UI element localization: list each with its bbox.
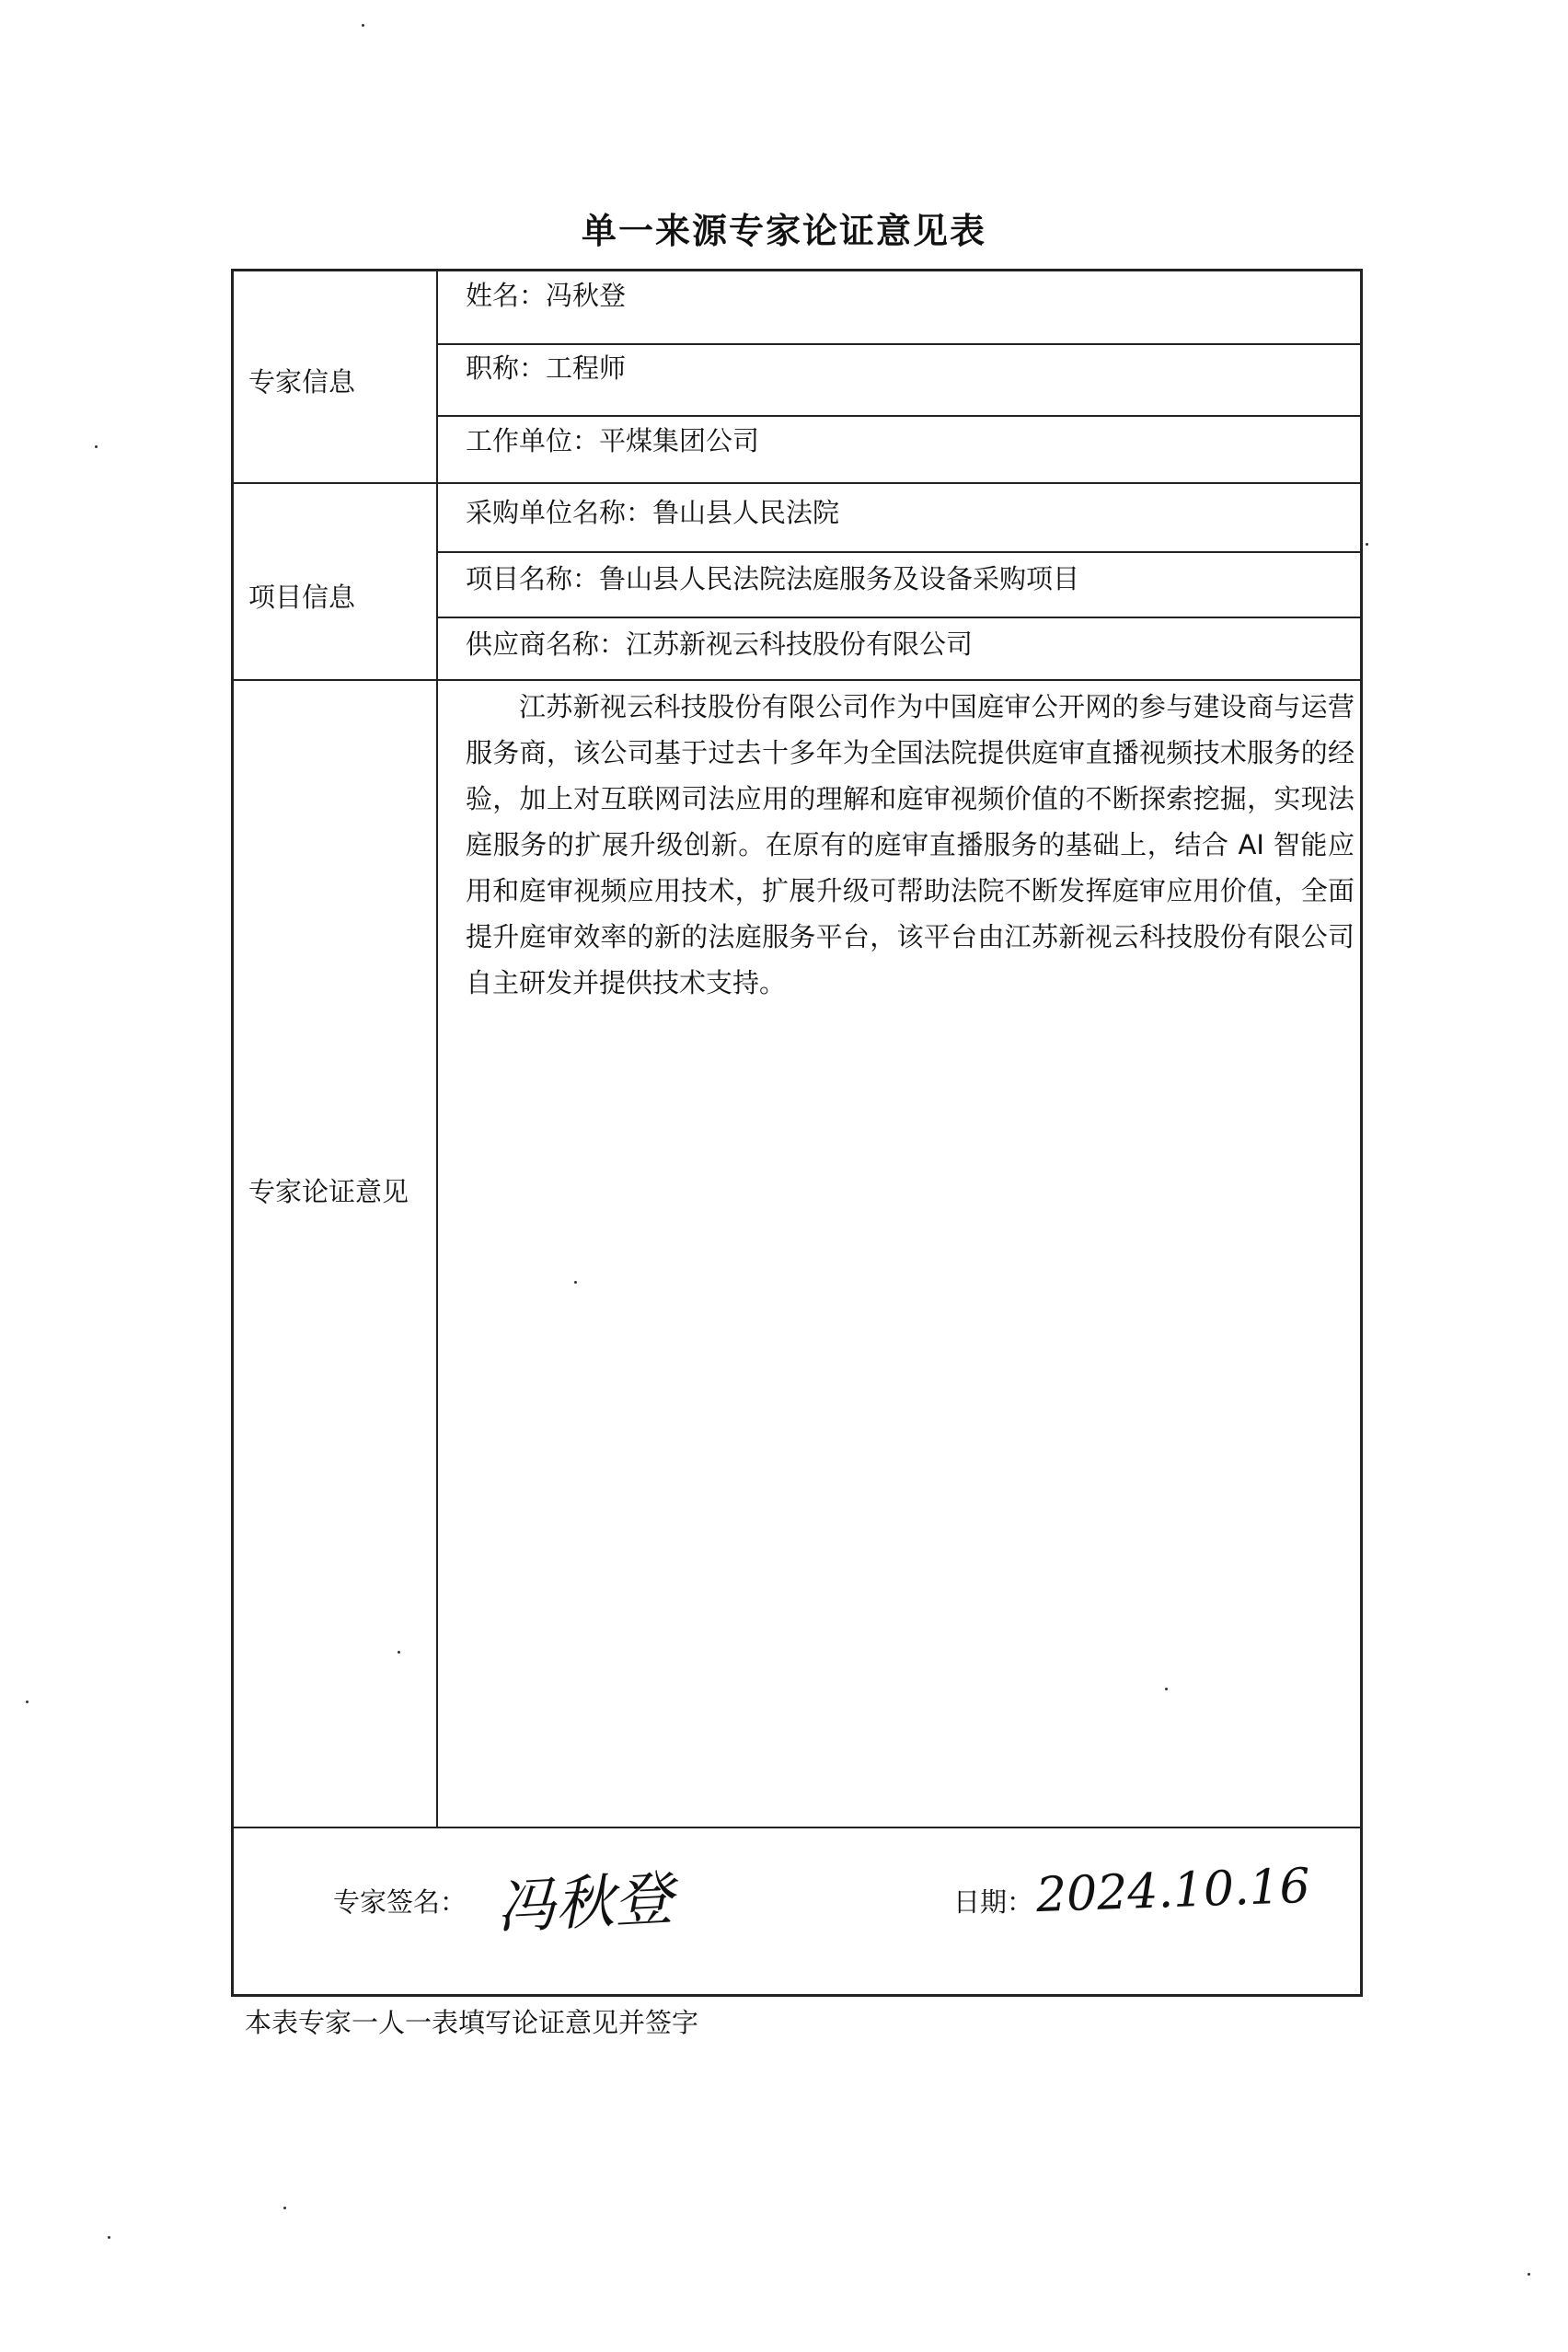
label-column-divider xyxy=(436,271,438,1827)
row-divider xyxy=(436,343,1361,345)
supplier-name: 供应商名称：江苏新视云科技股份有限公司 xyxy=(466,628,974,660)
expert-opinion-text: 江苏新视云科技股份有限公司作为中国庭审公开网的参与建设商与运营服务商，该公司基于过去十多年为全国法院提供庭审直播视频技术服务的经验，加上对互联网司法应用的理解和庭审视频价值的不断探索挖掘，实现法庭服务的扩展升级创新。在原有的庭审直播服务的基础上，结合 AI 智能应用和庭审视频应用技术，扩展升级可帮助法院不断发挥庭审应用价值，全面提升庭审效率的新的法庭服务平台，该平台由江苏新视云科技股份有限公司自主研发并提供技术支持。 xyxy=(466,691,1355,998)
section-divider xyxy=(234,482,1361,484)
expert-info-label: 专家信息 xyxy=(248,366,356,398)
section-divider xyxy=(234,1827,1361,1828)
scan-speck xyxy=(1165,1688,1168,1690)
expert-employer: 工作单位：平煤集团公司 xyxy=(466,425,760,456)
row-divider xyxy=(436,617,1361,618)
scan-speck xyxy=(108,2236,110,2239)
handwritten-date: 2024.10.16 xyxy=(1035,1858,1311,1924)
opinion-label: 专家论证意见 xyxy=(248,1176,409,1207)
purchaser-name: 采购单位名称：鲁山县人民法院 xyxy=(466,497,840,528)
expert-name: 姓名：冯秋登 xyxy=(466,280,627,311)
scan-speck xyxy=(398,1651,400,1654)
project-name: 项目名称：鲁山县人民法院法庭服务及设备采购项目 xyxy=(466,563,1080,594)
expert-title: 职称：工程师 xyxy=(466,352,627,384)
evaluation-form xyxy=(231,269,1363,1997)
signature-label: 专家签名： xyxy=(333,1886,467,1918)
scan-speck xyxy=(362,24,364,27)
project-info-label: 项目信息 xyxy=(248,582,356,613)
form-title: 单一来源专家论证意见表 xyxy=(581,211,986,251)
scan-speck xyxy=(1528,2273,1530,2276)
footer-note: 本表专家一人一表填写论证意见并签字 xyxy=(245,2007,699,2038)
handwritten-signature: 冯秋登 xyxy=(494,1865,675,1943)
section-divider xyxy=(234,679,1361,681)
row-divider xyxy=(436,415,1361,417)
scan-speck xyxy=(283,2207,286,2209)
row-divider xyxy=(436,551,1361,553)
scan-speck xyxy=(1366,543,1368,546)
scan-speck xyxy=(95,445,98,448)
date-label: 日期： xyxy=(953,1886,1034,1918)
scan-speck xyxy=(26,1701,29,1703)
scan-speck xyxy=(574,1281,577,1284)
